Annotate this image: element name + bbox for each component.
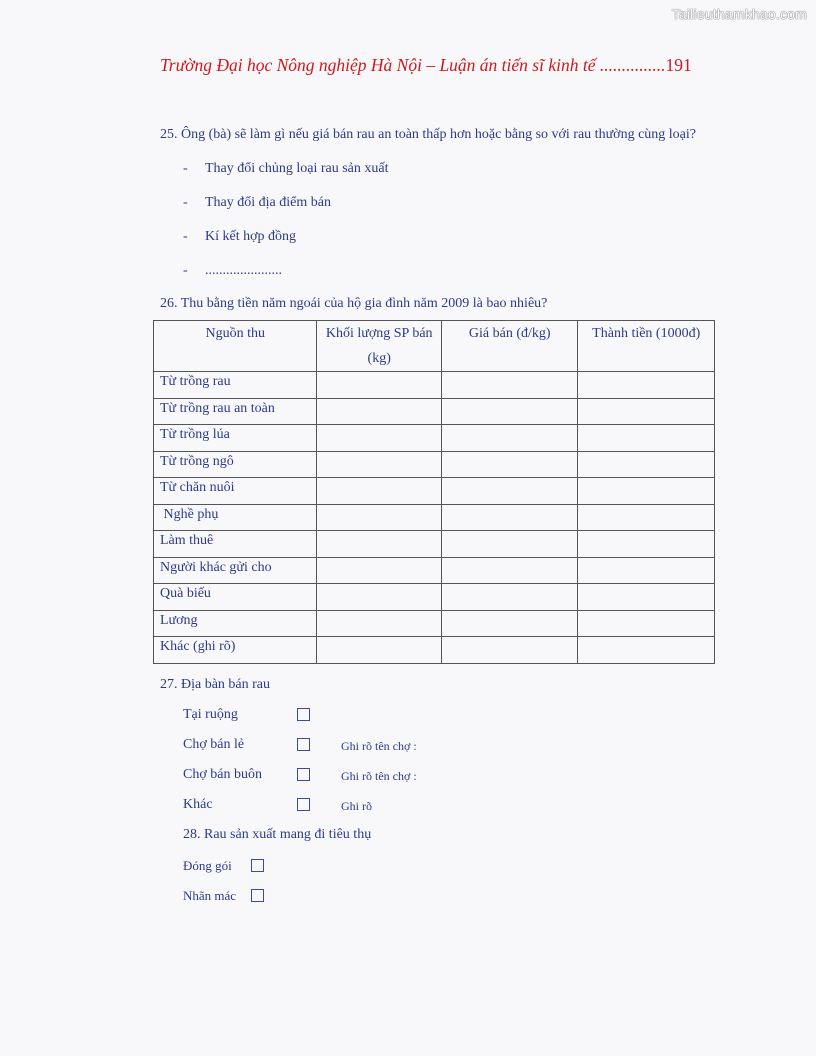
table-row [154, 478, 715, 505]
price-cell[interactable] [441, 504, 577, 531]
price-cell[interactable] [441, 557, 577, 584]
note-other: Ghi rõ [341, 799, 372, 813]
price-cell[interactable] [441, 425, 577, 452]
option-dash: - [183, 263, 188, 278]
price-cell[interactable] [441, 637, 577, 664]
income-table [153, 320, 715, 664]
row-label: Lương [154, 610, 317, 637]
quantity-cell[interactable] [317, 610, 442, 637]
table-row [154, 584, 715, 611]
option-dash: - [183, 229, 188, 244]
price-cell[interactable] [441, 478, 577, 505]
row-label: Khác (ghi rõ) [154, 637, 317, 664]
row-label: Từ trồng rau an toàn [154, 398, 317, 425]
price-cell[interactable] [441, 610, 577, 637]
col-header-quantity: Khối lượng SP bán (kg) [317, 321, 442, 372]
amount-cell[interactable] [578, 478, 715, 505]
price-cell[interactable] [441, 584, 577, 611]
table-row [154, 372, 715, 399]
table-row [154, 451, 715, 478]
amount-cell[interactable] [578, 372, 715, 399]
price-cell[interactable] [441, 398, 577, 425]
checkbox-other[interactable] [297, 798, 310, 811]
amount-cell[interactable] [578, 637, 715, 664]
quantity-cell[interactable] [317, 557, 442, 584]
quantity-cell[interactable] [317, 425, 442, 452]
table-row [154, 531, 715, 558]
quantity-cell[interactable] [317, 451, 442, 478]
watermark: Tailieuthamkhao.com [671, 6, 807, 22]
question-28: 28. Rau sản xuất mang đi tiêu thụ [183, 827, 372, 842]
row-label: Từ trồng ngô [154, 451, 317, 478]
amount-cell[interactable] [578, 584, 715, 611]
row-label: Làm thuê [154, 531, 317, 558]
header-title: Trường Đại học Nông nghiệp Hà Nội – Luận án tiến sĩ kinh tế ............... [160, 55, 666, 75]
table-row [154, 425, 715, 452]
quantity-cell[interactable] [317, 531, 442, 558]
q25-option-3: Kí kết hợp đồng [205, 229, 297, 244]
amount-cell[interactable] [578, 531, 715, 558]
page-number: 191 [665, 55, 692, 75]
table-row [154, 557, 715, 584]
price-cell[interactable] [441, 531, 577, 558]
option-label-wholesale-market: Chợ bán buôn [183, 767, 262, 782]
page-header [160, 55, 692, 76]
note-retail-market: Ghi rõ tên chợ : [341, 739, 417, 753]
checkbox-labeled[interactable] [251, 889, 264, 902]
quantity-cell[interactable] [317, 637, 442, 664]
price-cell[interactable] [441, 451, 577, 478]
amount-cell[interactable] [578, 398, 715, 425]
amount-cell[interactable] [578, 504, 715, 531]
amount-cell[interactable] [578, 451, 715, 478]
amount-cell[interactable] [578, 610, 715, 637]
row-label: Từ trồng lúa [154, 425, 317, 452]
amount-cell[interactable] [578, 425, 715, 452]
price-cell[interactable] [441, 372, 577, 399]
table-row [154, 398, 715, 425]
checkbox-wholesale-market[interactable] [297, 768, 310, 781]
table-header-row [154, 321, 715, 372]
option-label-labeled: Nhãn mác [183, 888, 237, 903]
quantity-cell[interactable] [317, 398, 442, 425]
row-label: Từ chăn nuôi [154, 478, 317, 505]
question-26: 26. Thu bằng tiền năm ngoái của hộ gia đình năm 2009 là bao nhiêu? [160, 296, 548, 311]
col-header-price: Giá bán (đ/kg) [441, 321, 577, 372]
option-dash: - [183, 161, 188, 176]
option-label-field: Tại ruộng [183, 707, 238, 722]
row-label: Quà biếu [154, 584, 317, 611]
q25-option-1: Thay đổi chủng loại rau sản xuất [205, 161, 389, 176]
table-row [154, 637, 715, 664]
checkbox-retail-market[interactable] [297, 738, 310, 751]
checkbox-packaged[interactable] [251, 859, 264, 872]
note-wholesale-market: Ghi rõ tên chợ : [341, 769, 417, 783]
row-label: Từ trồng rau [154, 372, 317, 399]
q25-option-4: ...................... [205, 263, 282, 278]
table-row [154, 504, 715, 531]
quantity-cell[interactable] [317, 504, 442, 531]
question-25: 25. Ông (bà) sẽ làm gì nếu giá bán rau an toàn thấp hơn hoặc bằng so với rau thường cùng loại? [160, 127, 696, 142]
table-row [154, 610, 715, 637]
quantity-cell[interactable] [317, 372, 442, 399]
col-header-source: Nguồn thu [154, 321, 317, 372]
option-label-packaged: Đóng gói [183, 858, 232, 873]
col-header-amount: Thành tiền (1000đ) [578, 321, 715, 372]
quantity-cell[interactable] [317, 584, 442, 611]
question-27: 27. Địa bàn bán rau [160, 677, 271, 692]
q25-option-2: Thay đổi địa điểm bán [205, 195, 331, 210]
option-label-retail-market: Chợ bán lẻ [183, 737, 245, 752]
quantity-cell[interactable] [317, 478, 442, 505]
option-label-other: Khác [183, 797, 213, 812]
row-label: Người khác gửi cho [154, 557, 317, 584]
option-dash: - [183, 195, 188, 210]
row-label: Nghề phụ [154, 504, 317, 531]
amount-cell[interactable] [578, 557, 715, 584]
checkbox-field[interactable] [297, 708, 310, 721]
